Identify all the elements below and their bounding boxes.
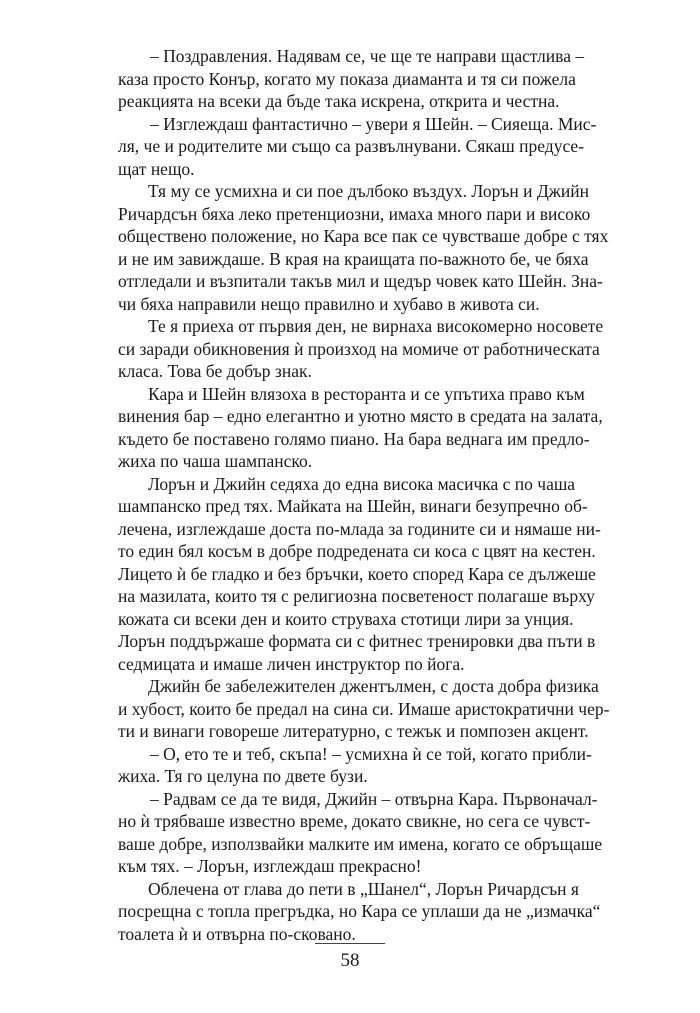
text-line: чи бяха направили нещо правилно и хубаво в живота си. (118, 293, 540, 314)
book-page (118, 45, 610, 945)
paragraph (118, 878, 601, 946)
paragraph (118, 743, 592, 788)
text-line: то един бял косъм в добре подредената си коса с цвят на кестен. (118, 541, 596, 561)
text-line: жиха по чаша шампанско. (118, 451, 313, 471)
text-line: ти и винаги говореше литературно, с тежък и помпозен акцент. (118, 721, 589, 741)
text-line: но ѝ трябваше известно време, докато свикне, но сега се чувст- (118, 811, 591, 831)
text-line: лечена, изглеждаше доста по-млада за годините си и нямаше ни- (118, 518, 601, 539)
text-line: жиха. Тя го целуна по двете бузи. (118, 766, 368, 786)
text-line: на мазилата, които тя с религиозна посветеност полагаше върху (118, 586, 595, 606)
text-line: Лицето ѝ бе гладко и без бръчки, което според Кара се дължеше (118, 563, 596, 584)
text-line: Те я приеха от първия ден, не вирнаха високомерно носовете (148, 316, 604, 336)
paragraph (118, 45, 585, 113)
text-line: и не им завиждаше. В края на краищата по-важното бе, че бяха (118, 248, 589, 269)
text-line: Лорън поддържаше формата си с фитнес тренировки два пъти в (118, 631, 596, 651)
paragraph (118, 788, 603, 878)
text-line: седмицата и имаше личен инструктор по йога. (118, 653, 465, 674)
text-line: и хубост, които бе предал на сина си. Имаше аристократични чер- (118, 698, 610, 719)
text-line: където бе поставено голямо пиано. На бара веднага им предло- (118, 428, 590, 449)
text-line: реакцията на всеки да бъде така искрена, открита и честна. (118, 91, 560, 111)
paragraph (118, 113, 597, 181)
text-line: Тя му се усмихна и си пое дълбоко въздух. Лорън и Джийн (148, 181, 589, 201)
paragraph (118, 383, 603, 473)
text-line: си заради обикновения ѝ произход на момиче от работническата (118, 338, 600, 359)
text-line: обществено положение, но Кара все пак се чувстваше добре с тях (118, 226, 609, 246)
text-line: Лорън и Джийн седяха до една висока масичка с по чаша (148, 473, 576, 494)
text-line: към тях. – Лорън, изглеждаш прекрасно! (118, 856, 422, 876)
text-line: щат нещо. (118, 158, 195, 179)
text-line: тоалета ѝ и отвърна по-сковано. (118, 923, 356, 944)
text-line: каза просто Конър, когато му показа диаманта и тя си пожела (118, 68, 576, 89)
text-line: – Радвам се да те видя, Джийн – отвърна Кара. Първоначал- (150, 788, 598, 809)
text-line: кожата си всеки ден и които струваха стотици лири за унция. (118, 608, 574, 629)
text-line: ваше добре, използвайки малките им имена, когато се обръщаше (118, 833, 603, 854)
paragraph (118, 473, 601, 676)
paragraph (118, 315, 604, 383)
text-line: – Поздравления. Надявам се, че ще те направи щастлива – (150, 46, 585, 66)
text-line: Облечена от глава до пети в „Шанел“, Лорън Ричардсън я (148, 878, 579, 899)
text-line: отгледали и възпитали такъв мил и щедър човек като Шейн. Зна- (118, 271, 603, 291)
text-line: шампанско пред тях. Майката на Шейн, винаги безупречно об- (118, 496, 588, 516)
text-line: посрещна с топла прегръдка, но Кара се уплаши да не „измачка“ (118, 901, 601, 921)
text-line: ля, че и родителите ми също са развълнувани. Сякаш предусе- (118, 136, 585, 156)
text-line: винения бар – едно елегантно и уютно място в средата на залата, (118, 406, 603, 426)
text-line: Кара и Шейн влязоха в ресторанта и се упътиха право към (148, 383, 585, 404)
text-line: Джийн бе забележителен джентълмен, с доста добра физика (148, 676, 599, 696)
text-line: Ричардсън бяха леко претенциозни, имаха много пари и високо (118, 203, 591, 224)
paragraph (118, 180, 609, 315)
paragraph (118, 675, 610, 743)
text-line: – О, ето те и теб, скъпа! – усмихна ѝ се той, когато прибли- (150, 743, 592, 764)
page-number: 58 (340, 950, 360, 971)
text-line: класа. Това бе добър знак. (118, 361, 312, 381)
text-line: – Изглеждаш фантастично – увери я Шейн. – Сияеща. Мис- (150, 113, 597, 134)
footer-rule (315, 943, 385, 944)
